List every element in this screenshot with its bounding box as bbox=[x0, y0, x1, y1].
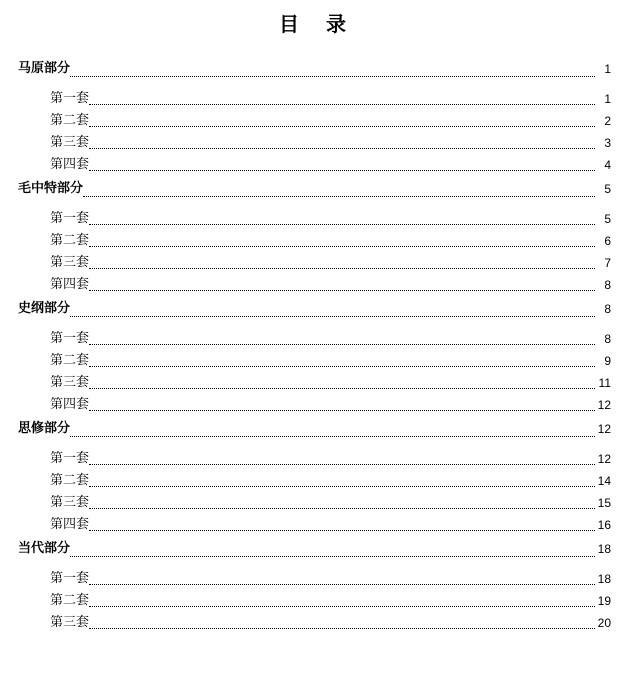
dot-leader bbox=[89, 169, 595, 171]
toc-entry-row[interactable] bbox=[18, 88, 611, 110]
toc-entry-row[interactable] bbox=[18, 154, 611, 176]
toc-entry-row[interactable] bbox=[18, 274, 611, 296]
toc-section-row[interactable] bbox=[18, 536, 611, 562]
entry-title: 第二套 bbox=[50, 233, 90, 248]
dot-leader bbox=[89, 485, 595, 487]
page-number: 18 bbox=[597, 572, 611, 586]
dot-leader bbox=[89, 267, 595, 269]
dot-leader bbox=[70, 555, 595, 557]
toc-section-row[interactable] bbox=[18, 416, 611, 442]
entry-title: 第三套 bbox=[50, 255, 90, 270]
dot-leader bbox=[89, 343, 595, 345]
entry-title: 第四套 bbox=[50, 277, 90, 292]
entry-title: 第一套 bbox=[50, 331, 90, 346]
dot-leader bbox=[89, 409, 595, 411]
page-number: 3 bbox=[604, 136, 611, 150]
entry-title: 第三套 bbox=[50, 615, 90, 630]
toc-entry-row[interactable] bbox=[18, 350, 611, 372]
toc-group bbox=[18, 56, 611, 176]
page-number: 8 bbox=[604, 302, 611, 316]
page-number: 6 bbox=[604, 234, 611, 248]
toc-group bbox=[18, 416, 611, 536]
page-number: 4 bbox=[604, 158, 611, 172]
dot-leader bbox=[89, 605, 595, 607]
entry-title: 第三套 bbox=[50, 135, 90, 150]
dot-leader bbox=[89, 125, 595, 127]
entry-title: 第四套 bbox=[50, 397, 90, 412]
dot-leader bbox=[70, 315, 595, 317]
page-number: 12 bbox=[597, 422, 611, 436]
dot-leader bbox=[89, 507, 595, 509]
toc-entry-row[interactable] bbox=[18, 448, 611, 470]
dot-leader bbox=[89, 289, 595, 291]
toc-section-row[interactable] bbox=[18, 176, 611, 202]
section-title: 马原部分 bbox=[18, 61, 71, 76]
section-title: 当代部分 bbox=[18, 541, 71, 556]
section-title: 史纲部分 bbox=[18, 301, 71, 316]
toc-entry-row[interactable] bbox=[18, 328, 611, 350]
dot-leader bbox=[89, 147, 595, 149]
entry-title: 第三套 bbox=[50, 495, 90, 510]
page-number: 1 bbox=[604, 92, 611, 106]
toc-entry-row[interactable] bbox=[18, 110, 611, 132]
dot-leader bbox=[89, 245, 595, 247]
toc-entry-row[interactable] bbox=[18, 590, 611, 612]
toc-entry-row[interactable] bbox=[18, 612, 611, 634]
dot-leader bbox=[89, 463, 595, 465]
entry-title: 第一套 bbox=[50, 91, 90, 106]
toc-section-row[interactable] bbox=[18, 296, 611, 322]
page-number: 19 bbox=[597, 594, 611, 608]
entry-title: 第一套 bbox=[50, 571, 90, 586]
page-number: 14 bbox=[597, 474, 611, 488]
page-number: 1 bbox=[604, 62, 611, 76]
toc-group bbox=[18, 176, 611, 296]
entry-title: 第四套 bbox=[50, 157, 90, 172]
entry-title: 第二套 bbox=[50, 593, 90, 608]
toc-entry-row[interactable] bbox=[18, 492, 611, 514]
page-number: 15 bbox=[597, 496, 611, 510]
page-number: 12 bbox=[597, 398, 611, 412]
toc-entry-row[interactable] bbox=[18, 470, 611, 492]
toc-entry-row[interactable] bbox=[18, 132, 611, 154]
toc-group bbox=[18, 296, 611, 416]
toc-entry-row[interactable] bbox=[18, 514, 611, 536]
dot-leader bbox=[89, 529, 595, 531]
page-number: 5 bbox=[604, 182, 611, 196]
toc-entry-row[interactable] bbox=[18, 568, 611, 590]
toc-entry-row[interactable] bbox=[18, 394, 611, 416]
toc-entry-row[interactable] bbox=[18, 252, 611, 274]
entry-title: 第三套 bbox=[50, 375, 90, 390]
dot-leader bbox=[83, 195, 595, 197]
toc-entry-row[interactable] bbox=[18, 230, 611, 252]
page-number: 8 bbox=[604, 278, 611, 292]
entry-title: 第二套 bbox=[50, 113, 90, 128]
page-number: 9 bbox=[604, 354, 611, 368]
entry-title: 第一套 bbox=[50, 451, 90, 466]
entry-title: 第一套 bbox=[50, 211, 90, 226]
dot-leader bbox=[89, 387, 595, 389]
page-number: 5 bbox=[604, 212, 611, 226]
table-of-contents bbox=[18, 56, 611, 634]
dot-leader bbox=[89, 583, 595, 585]
toc-group bbox=[18, 536, 611, 634]
page-number: 12 bbox=[597, 452, 611, 466]
dot-leader bbox=[70, 75, 595, 77]
page-number: 11 bbox=[598, 376, 611, 390]
section-title: 思修部分 bbox=[18, 421, 71, 436]
entry-title: 第四套 bbox=[50, 517, 90, 532]
page-number: 16 bbox=[597, 518, 611, 532]
entry-title: 第二套 bbox=[50, 473, 90, 488]
page-number: 20 bbox=[597, 616, 611, 630]
section-title: 毛中特部分 bbox=[18, 181, 84, 196]
page-number: 18 bbox=[597, 542, 611, 556]
dot-leader bbox=[70, 435, 595, 437]
page-number: 7 bbox=[604, 256, 611, 270]
dot-leader bbox=[89, 627, 595, 629]
entry-title: 第二套 bbox=[50, 353, 90, 368]
dot-leader bbox=[89, 103, 595, 105]
toc-entry-row[interactable] bbox=[18, 372, 611, 394]
page-number: 8 bbox=[604, 332, 611, 346]
page-number: 2 bbox=[604, 114, 611, 128]
dot-leader bbox=[89, 223, 595, 225]
toc-section-row[interactable] bbox=[18, 56, 611, 82]
page-title: 目 录 bbox=[279, 12, 356, 36]
dot-leader bbox=[89, 365, 595, 367]
toc-entry-row[interactable] bbox=[18, 208, 611, 230]
